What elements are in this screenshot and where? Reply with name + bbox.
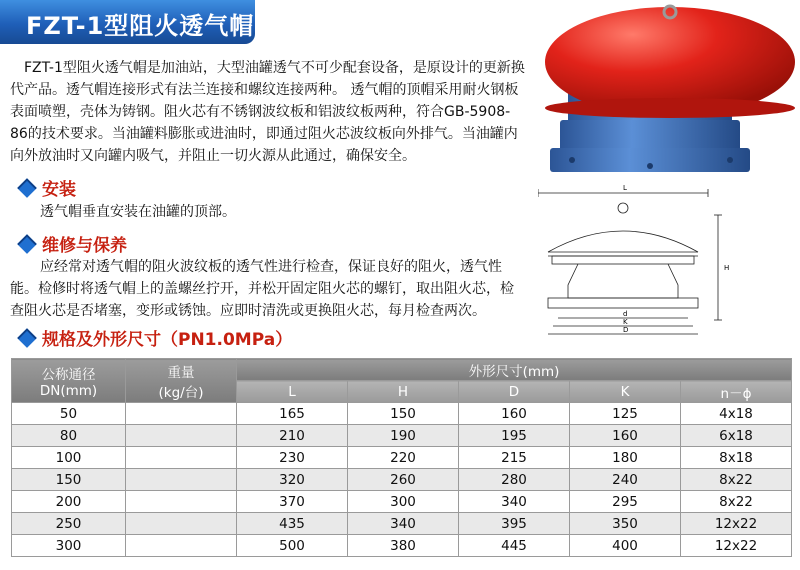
table-cell: 380 <box>348 535 459 557</box>
table-cell: 195 <box>459 425 570 447</box>
table-cell: 150 <box>12 469 126 491</box>
intro-paragraph: FZT-1型阻火透气帽是加油站，大型油罐透气不可少配套设备，是原设计的更新换代产品。透气帽连接形式有法兰连接和螺纹连接两种。 透气帽的顶帽采用耐火钢板表面喷塑，壳体为铸钢。阻火芯有不锈钢波纹板和铝波纹板两种，符合GB-5908-86的技术要求。当油罐料膨胀或进油时，即通过阻火芯波纹板向外排气。当油罐内向外放油时又向罐内吸气，并阻止一切火源从此通过，确保安全。 <box>10 60 525 164</box>
spec-heading: 规格及外形尺寸（PN1.0MPa） <box>20 325 292 350</box>
diamond-bullet-icon <box>17 328 37 348</box>
table-cell: 230 <box>237 447 348 469</box>
table-cell: 125 <box>570 403 681 425</box>
table-row <box>12 491 792 513</box>
table-cell: 80 <box>12 425 126 447</box>
table-row <box>12 447 792 469</box>
table-cell <box>126 535 237 557</box>
col-weight-header: 重量 (kg/台) <box>126 359 237 403</box>
diamond-bullet-icon <box>17 178 37 198</box>
maintenance-heading: 维修与保养 <box>20 231 127 256</box>
table-row <box>12 425 792 447</box>
table-cell: 12x22 <box>681 513 792 535</box>
install-text: 透气帽垂直安装在油罐的顶部。 <box>40 204 236 220</box>
table-cell: 8x22 <box>681 469 792 491</box>
col-k-header: K <box>570 381 681 403</box>
table-cell: 8x18 <box>681 447 792 469</box>
table-cell: 370 <box>237 491 348 513</box>
table-cell: 445 <box>459 535 570 557</box>
label-k: K <box>623 318 628 326</box>
table-cell: 220 <box>348 447 459 469</box>
table-cell: 190 <box>348 425 459 447</box>
table-cell <box>126 469 237 491</box>
table-cell <box>126 447 237 469</box>
install-heading: 安装 <box>20 175 76 200</box>
product-photo <box>530 0 800 185</box>
table-row <box>12 469 792 491</box>
page-title: FZT-1型阻火透气帽 <box>26 12 255 40</box>
col-l-header: L <box>237 381 348 403</box>
table-cell: 395 <box>459 513 570 535</box>
table-cell <box>126 491 237 513</box>
spec-table <box>11 358 792 557</box>
dimension-drawing <box>538 180 738 340</box>
table-cell: 240 <box>570 469 681 491</box>
table-cell: 165 <box>237 403 348 425</box>
label-d: D <box>623 326 629 334</box>
label-h: H <box>724 264 730 272</box>
table-cell: 4x18 <box>681 403 792 425</box>
col-dims-header: 外形尺寸(mm) <box>237 359 792 381</box>
table-cell: 300 <box>12 535 126 557</box>
col-h-header: H <box>348 381 459 403</box>
table-cell: 6x18 <box>681 425 792 447</box>
label-d-small: d <box>623 310 628 318</box>
table-row <box>12 403 792 425</box>
col-holes-header: n－ϕ <box>681 381 792 403</box>
table-cell: 350 <box>570 513 681 535</box>
col-d-header: D <box>459 381 570 403</box>
col-dn-header: 公称通径 DN(mm) <box>12 359 126 403</box>
table-cell <box>126 513 237 535</box>
table-row <box>12 535 792 557</box>
table-cell <box>126 403 237 425</box>
table-cell: 340 <box>348 513 459 535</box>
table-cell: 295 <box>570 491 681 513</box>
table-cell: 435 <box>237 513 348 535</box>
table-cell: 50 <box>12 403 126 425</box>
table-cell: 160 <box>570 425 681 447</box>
table-cell: 12x22 <box>681 535 792 557</box>
table-cell: 215 <box>459 447 570 469</box>
table-cell: 500 <box>237 535 348 557</box>
table-cell: 8x22 <box>681 491 792 513</box>
label-l: L <box>623 184 627 192</box>
table-cell: 100 <box>12 447 126 469</box>
diamond-bullet-icon <box>17 234 37 254</box>
table-cell: 300 <box>348 491 459 513</box>
table-cell: 260 <box>348 469 459 491</box>
maintenance-text: 应经常对透气帽的阻火波纹板的透气性进行检查，保证良好的阻火，透气性能。检修时将透气帽上的盖螺丝拧开，并松开固定阻火芯的螺钉，取出阻火芯，检查阻火芯是否堵塞，变形或锈蚀。应即时清洗或更换阻火芯，每月检查两次。 <box>10 259 514 319</box>
title-banner <box>0 0 255 44</box>
table-cell: 210 <box>237 425 348 447</box>
table-cell: 340 <box>459 491 570 513</box>
table-cell: 400 <box>570 535 681 557</box>
table-cell: 180 <box>570 447 681 469</box>
table-row <box>12 513 792 535</box>
table-cell: 160 <box>459 403 570 425</box>
table-cell <box>126 425 237 447</box>
table-cell: 150 <box>348 403 459 425</box>
table-cell: 280 <box>459 469 570 491</box>
table-cell: 320 <box>237 469 348 491</box>
table-cell: 250 <box>12 513 126 535</box>
table-cell: 200 <box>12 491 126 513</box>
